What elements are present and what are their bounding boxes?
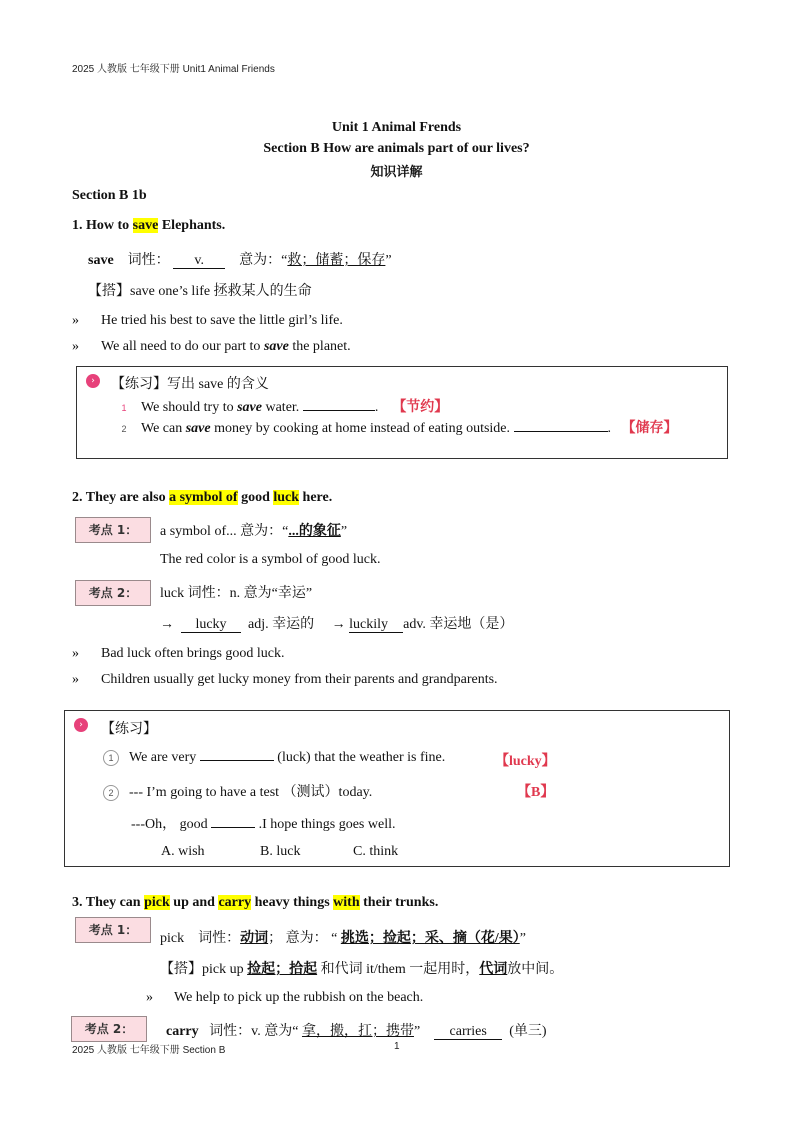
item2-point1-example: The red color is a symbol of good luck.	[160, 552, 381, 567]
doc-title: Unit 1 Animal Frends	[331, 120, 462, 135]
answer-blank[interactable]	[211, 827, 255, 828]
item2-derived: → lucky adj. 幸运的 → luckily adv. 幸运地（是）	[160, 617, 514, 632]
practice2-title: 【练习】	[101, 722, 157, 737]
practice2-q1-answer: 【lucky】	[495, 754, 556, 769]
bullet-icon: »	[72, 313, 79, 328]
item3-carry: carry 词性：v. 意为“ 拿，搬，扛；携带” carries (单三)	[166, 1024, 547, 1039]
page-number: 1	[394, 1041, 400, 1052]
section-label: Section B 1b	[72, 188, 147, 203]
item3-heading: 3. They can pick up and carry heavy things with their trunks.	[72, 895, 439, 910]
bullet-icon: »	[72, 339, 79, 354]
option-a[interactable]: A. wish	[161, 844, 205, 859]
item2-example-1: Bad luck often brings good luck.	[101, 646, 285, 661]
point1-tag: 考点 1：	[75, 917, 151, 943]
item3-example: We help to pick up the rubbish on the beach.	[174, 990, 424, 1005]
practice2-q2: 2 --- I’m going to have a test （测试）today.	[103, 781, 372, 801]
item2-point1: a symbol of... 意为：“...的象征”	[160, 524, 348, 539]
answer-blank[interactable]	[200, 760, 274, 761]
item1-example-1: He tried his best to save the little girl’s life.	[101, 313, 343, 328]
item3-collocation: 【搭】pick up 捡起；拾起 和代词 it/them 一起用时，代词放中间。	[160, 962, 564, 977]
item2-example-2: Children usually get lucky money from their parents and grandparents.	[101, 672, 498, 687]
item1-example-2: We all need to do our part to save the planet.	[101, 339, 351, 354]
page-header: 2025 人教版 七年级下册 Unit1 Animal Friends	[72, 64, 275, 75]
practice-box-2	[64, 710, 730, 867]
item1-collocation: 【搭】save one’s life 拯救某人的生命	[88, 284, 312, 299]
bullet-icon: »	[146, 990, 153, 1005]
practice1-q2: 2 We can save money by cooking at home instead of eating outside. . 【储存】	[121, 421, 678, 436]
practice1-q1: 1 We should try to save water. . 【节约】	[121, 400, 449, 415]
arrow-circle-icon: ›	[74, 718, 88, 732]
item1-definition: save 词性： v. 意为：“救；储蓄；保存”	[88, 253, 392, 268]
page-footer: 2025 人教版 七年级下册 Section B	[72, 1045, 226, 1056]
option-b[interactable]: B. luck	[260, 844, 301, 859]
item3-pick: pick 词性：动词； 意为： “ 挑选；捡起；采、摘（花/果）”	[160, 931, 526, 946]
point1-tag: 考点 1：	[75, 517, 151, 543]
point2-tag: 考点 2：	[75, 580, 151, 606]
option-c[interactable]: C. think	[353, 844, 399, 859]
practice2-q2-line2: ---Oh， good .I hope things goes well.	[131, 817, 396, 832]
practice2-q1: 1 We are very (luck) that the weather is fine.	[103, 750, 445, 766]
practice1-title: 【练习】写出 save 的含义	[111, 377, 269, 392]
arrow-circle-icon: ›	[86, 374, 100, 388]
item1-heading: 1. How to save Elephants.	[72, 218, 226, 233]
bullet-icon: »	[72, 672, 79, 687]
answer-blank[interactable]	[303, 410, 375, 411]
practice-box-1	[76, 366, 728, 459]
doc-subtitle-cn: 知识详解	[370, 165, 423, 180]
practice2-q2-answer: 【B】	[517, 785, 555, 800]
item2-point2: luck 词性：n. 意为“幸运”	[160, 586, 313, 601]
doc-subtitle: Section B How are animals part of our lives?	[263, 141, 530, 156]
answer-blank[interactable]	[514, 431, 608, 432]
bullet-icon: »	[72, 646, 79, 661]
point2-tag: 考点 2：	[71, 1016, 147, 1042]
item2-heading: 2. They are also a symbol of good luck here.	[72, 490, 333, 505]
